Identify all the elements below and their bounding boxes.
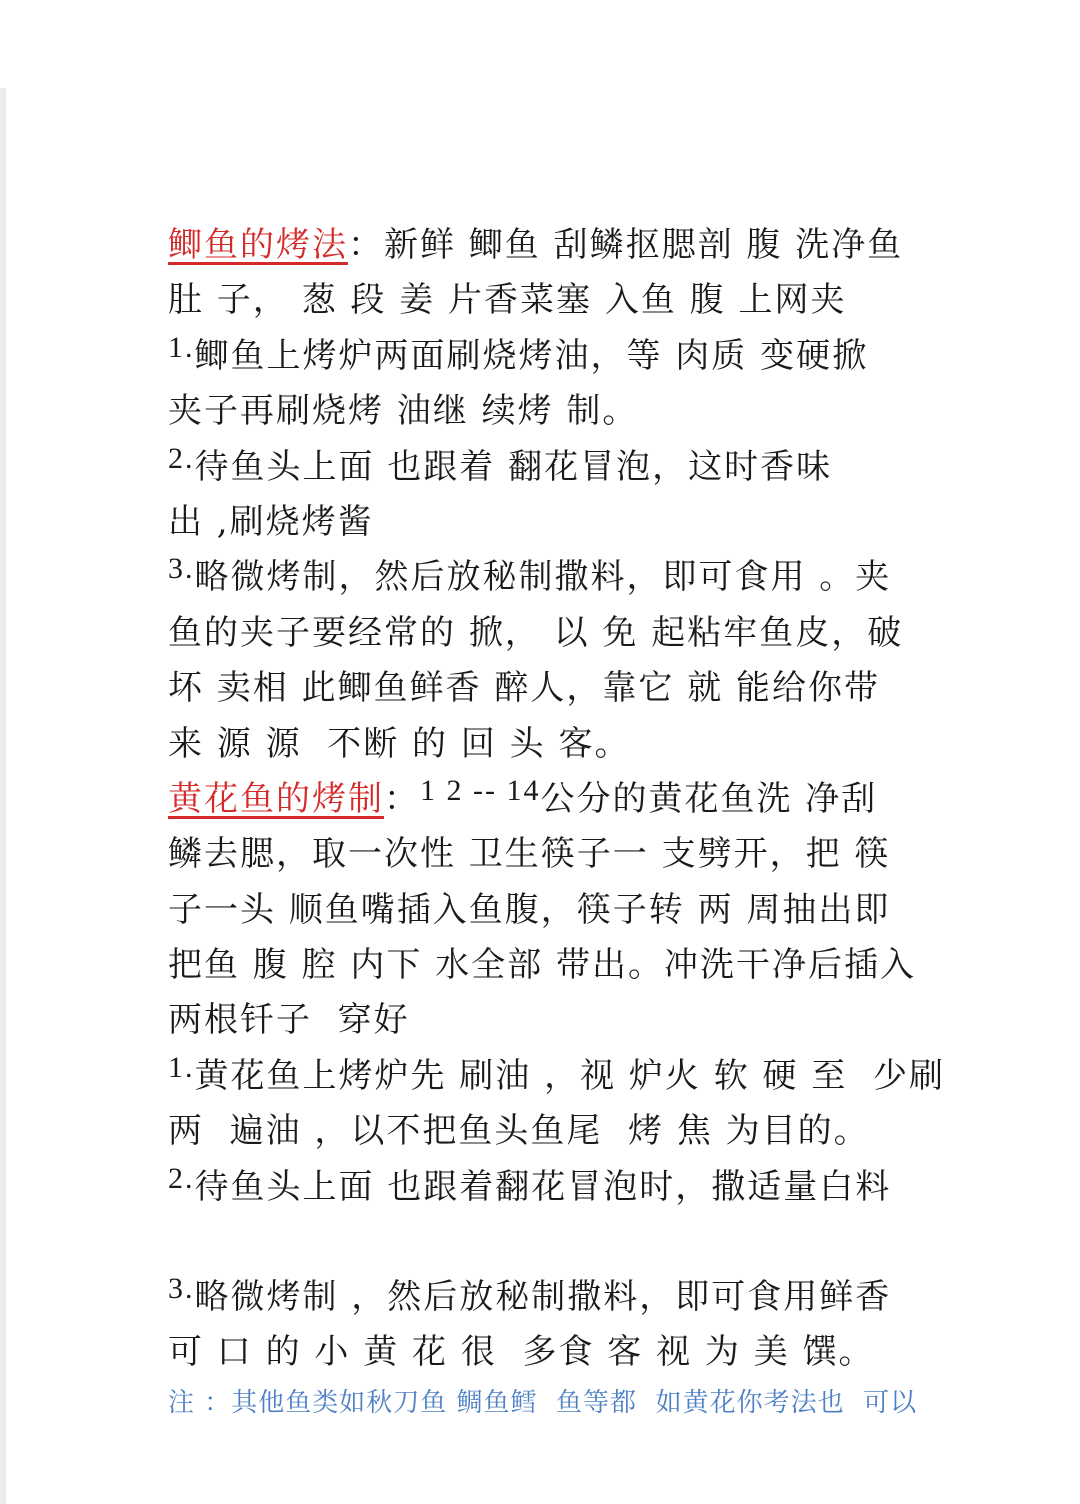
section2-step2-line-1: [168, 1160, 1048, 1270]
section1-step2-line-2: 出 ,刷烧烤酱: [168, 501, 374, 542]
section1-step2-number: 2.: [168, 441, 195, 475]
section2-intro-line-2: 鳞去腮，取一次性 卫生筷子一 支劈开，把 筷: [168, 834, 891, 875]
section1-intro-line-2: 肚 子， 葱 段 姜 片香菜塞 入鱼 腹 上网夹: [168, 280, 847, 321]
page-edge-shadow: [0, 88, 6, 1504]
section2-step2-number: 2.: [168, 1161, 195, 1195]
section2-step2-text-1: 待鱼头上面 也跟着翻花冒泡时，撒适量白料: [194, 1166, 892, 1207]
section1-step3-text-1: 略微烤制，然后放秘制撒料，即可食用 。夹: [194, 557, 892, 598]
section1-step1-text-1: 鲫鱼上烤炉两面刷烧烤油，等 肉质 变硬掀: [194, 335, 869, 376]
section2-intro-line-4: 把鱼 腹 腔 内下 水全部 带出。冲洗干净后插入: [168, 945, 917, 986]
section2-intro-line-5: 两根钎子 穿好: [168, 1000, 410, 1041]
section2-step3-number: 3.: [168, 1271, 195, 1305]
section1-step3-line-2: 鱼的夹子要经常的 掀， 以 免 起粘牢鱼皮，破: [168, 612, 904, 653]
section1-step2-text-1: 待鱼头上面 也跟着 翻花冒泡，这时香味: [194, 446, 833, 487]
section2-step3-line-1: [168, 1270, 1048, 1325]
section2-step1-number: 1.: [168, 1050, 195, 1084]
section1-step3-line-3: 坏 卖相 此鲫鱼鲜香 醉人，靠它 就 能给你带: [168, 668, 881, 709]
section2-intro-text-1: 公分的黄花鱼洗 净刮: [540, 778, 878, 819]
section1-step2-line-1: [168, 440, 1048, 495]
section1-colon: ：: [348, 225, 384, 265]
section1-step1-number: 1.: [168, 330, 195, 364]
section2-size-text: 1 2 -- 14: [420, 773, 541, 807]
section1-intro-text-1: 新鲜 鲫鱼 刮鳞抠腮剖 腹 洗净鱼: [384, 225, 904, 265]
section2-colon: ：: [384, 778, 420, 819]
section1-step3-number: 3.: [168, 552, 195, 586]
section1-step1-line-2: 夹子再刷烧烤 油继 续烤 制。: [168, 391, 639, 432]
section2-step3-line-2: 可 口 的 小 黄 花 很 多食 客 视 为 美 馔。: [168, 1332, 875, 1373]
section1-heading: 鲫鱼的烤法: [168, 225, 348, 265]
section2-step1-line-1: [168, 1049, 1048, 1104]
section1-intro-line-1: [168, 218, 1048, 273]
section2-step1-line-2: 两 遍油 ，以不把鱼头鱼尾 烤 焦 为目的。: [168, 1111, 870, 1152]
footnote: 注 ：其他鱼类如秋刀鱼 鲷鱼鳕 鱼等都 如黄花你考法也 可以: [168, 1388, 918, 1419]
section2-intro-line-3: 子一头 顺鱼嘴插入鱼腹，筷子转 两 周抽出即: [168, 889, 891, 930]
section2-step1-text-1: 黄花鱼上烤炉先 刷油 ，视 炉火 软 硬 至 少刷: [194, 1055, 945, 1096]
section1-step3-line-1: [168, 550, 1048, 605]
section2-heading: 黄花鱼的烤制: [168, 778, 384, 819]
section1-step1-line-1: [168, 329, 1048, 384]
section2-intro-line-1: [168, 772, 1048, 827]
section2-step3-text-1: 略微烤制 ，然后放秘制撒料，即可食用鲜香: [194, 1276, 892, 1317]
section1-step3-line-4: 来 源 源 不断 的 回 头 客。: [168, 723, 631, 764]
recipe-text: [168, 218, 1048, 1426]
